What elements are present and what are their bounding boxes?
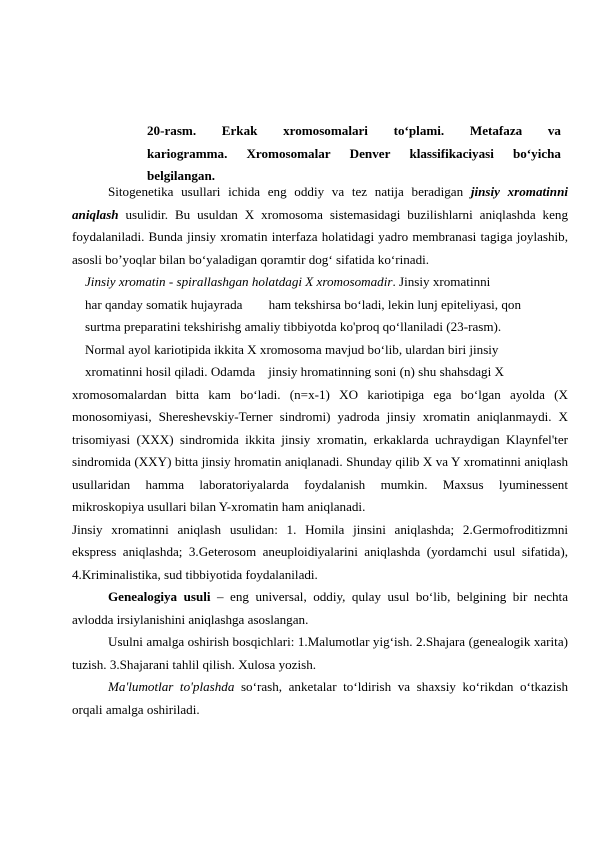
paragraph-line <box>85 271 568 294</box>
caption-word: bo‘yicha <box>512 145 561 161</box>
caption-word: Erkak <box>221 123 258 138</box>
caption-line-3: belgilangan. <box>147 168 216 183</box>
paragraph-text: so‘rash, anketalar to‘ldirish va shaxsiy ko‘rikdan o‘tkazish orqali amalga oshiriladi. <box>72 679 568 717</box>
paragraph-bosqichlar: Usulni amalga oshirish bosqichlari: 1.Malumotlar yig‘ish. 2.Shajara (genealogik xarita) tuzish. 3.Shajarani tahlil qilish. Xulosa yozish. <box>72 634 568 672</box>
paragraph-line: xromatinni hosil qiladi. Odamda jinsiy hromatinning soni (n) shu shahsdagi X <box>85 364 504 379</box>
caption-line-2 <box>147 143 561 166</box>
paragraph-sitogenetika <box>72 181 568 271</box>
paragraph-line: Normal ayol kariotipida ikkita X xromosoma mavjud bo‘lib, ulardan biri jinsiy <box>85 341 499 357</box>
caption-word: to‘plami. <box>393 123 445 138</box>
caption-word: Xromosomalar <box>246 145 331 161</box>
paragraph-text: . Jinsiy xromatinni <box>392 274 491 289</box>
paragraph-usage: Jinsiy xromatinni aniqlash usulidan: 1. Homila jinsini aniqlashda; 2.Germofroditizmni ekspress aniqlashda; 3.Geterosom aneuploidiyalarini aniqlashda (yordamchi usul sifatida), 4.Kriminalistika, sud tibbiyotida foydalaniladi. <box>72 521 568 582</box>
paragraph-jinsiy-xromatin <box>72 271 568 384</box>
caption-line-1 <box>147 120 561 143</box>
paragraph-line: surtma preparatini tekshirishg amaliy tibbiyotda ko'proq qo‘llaniladi (23-rasm). <box>85 319 502 334</box>
figure-caption <box>147 120 561 188</box>
caption-word: va <box>547 123 561 138</box>
caption-word: kariogramma. <box>147 145 228 161</box>
paragraph-continuation: xromosomalardan bitta kam bo‘ladi. (n=x-1) XO kariotipiga ega bo‘lgan ayolda (X monosomiyasi, Shereshevskiy-Terner sindromi) yadroda jinsiy xromatin aniqlanmaydi. X trisomiyasi (XXX) sindromida ikkita jinsiy xromatin, erkaklarda uchraydigan Klaynfel'ter sindromida (XXY) bitta jinsiy hromatin aniqlanadi. Shunday qilib X va Y xromatinni aniqlash usullaridan hamma laboratoriyalarda foydalanish mumkin. Maxsus lyuminessent mikroskopiya usullari bilan Y-xromatin ham aniqlanadi. <box>72 386 568 514</box>
caption-word: klassifikaciyasi <box>409 145 494 161</box>
paragraph-text: – eng universal, oddiy, qulay usul bo‘lib, belgining bir nechta avlodda irsiylanishini aniqlashga asoslangan. <box>72 589 569 627</box>
caption-word: Metafaza <box>469 123 523 138</box>
italic-definition: Jinsiy xromatin - spirallashgan holatdagi X xromosomadir <box>85 274 393 289</box>
caption-word: Denver <box>349 145 391 161</box>
document-body <box>72 181 568 721</box>
paragraph-text: usulidir. Bu usuldan X xromosoma sistemasidagi buzilishlarni aniqlashda keng foydalaniladi. Bunda jinsiy xromatin interfaza holatidagi yadro membranasi tagiga joylashib, asosli bo’yoqlar bilan bo‘yaladigan qoramtir dog‘ sifatida ko‘rinadi. <box>72 206 568 267</box>
paragraph-genealogiya <box>72 586 568 631</box>
paragraph-text: Sitogenetika usullari ichida eng oddiy va tez natija beradigan <box>108 184 471 199</box>
bold-term: jinsiy xromatinni aniqlash <box>72 184 568 222</box>
paragraph-malumotlar <box>72 676 568 721</box>
paragraph-line: har qanday somatik hujayrada ham tekshirsa bo‘ladi, lekin lunj epiteliyasi, qon <box>85 296 521 312</box>
caption-word: xromosomalari <box>283 123 368 138</box>
italic-term: Ma'lumotlar to'plashda <box>108 679 235 694</box>
bold-term: Genealogiya usuli <box>108 589 211 604</box>
caption-word: 20-rasm. <box>147 123 197 138</box>
